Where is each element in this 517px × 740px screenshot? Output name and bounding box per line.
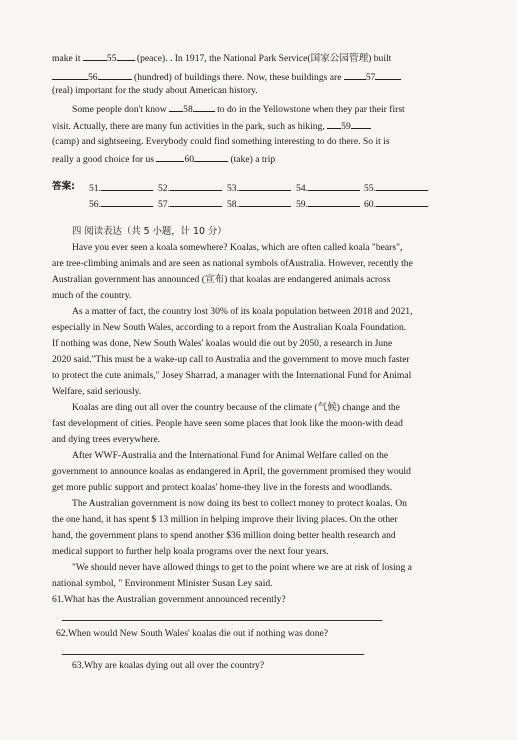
cloze-line-2: [52, 70, 401, 84]
answer-number: 56.: [89, 199, 101, 210]
answer-number: 59.: [296, 199, 308, 210]
answer-blank-51[interactable]: [101, 181, 153, 191]
question-62: 62.When would New South Wales' koalas die out if nothing was done?: [56, 628, 329, 639]
blank-number-56: 56: [88, 72, 98, 83]
answer-blank-52[interactable]: [170, 181, 222, 191]
cloze-text: really a good choice for us: [52, 154, 155, 165]
cloze-line-4: [72, 102, 405, 116]
passage-line: Have you ever seen a koala somewhere? Koalas, which are often called koala "bears",: [72, 242, 403, 253]
blank-number-60: 60: [184, 154, 195, 165]
blank-58-post[interactable]: [193, 102, 215, 112]
blank-59-pre[interactable]: [327, 119, 341, 129]
passage-line: "We should never have allowed things to get to the point where we are at risk of losing a: [72, 562, 412, 573]
answer-number: 55.: [364, 183, 376, 194]
passage-line: to protect the cute animals," Josey Sharrad, a manager with the International Fund for Animal: [52, 370, 412, 381]
blank-59-post[interactable]: [351, 119, 371, 129]
passage-line: The Australian government is now doing its best to collect money to protect koalas. On: [72, 498, 407, 509]
question-63: 63.Why are koalas dying out all over the country?: [72, 660, 265, 671]
passage-line: hand, the government plans to spend another $36 million doing better health research and: [52, 530, 396, 541]
answer-row-1: [52, 181, 75, 193]
cloze-text: Some people don't know: [72, 104, 167, 115]
blank-55-post[interactable]: [117, 51, 135, 61]
blank-57-pre[interactable]: [344, 70, 366, 80]
answer-number: 60.: [364, 199, 376, 210]
blank-number-57: 57: [365, 72, 376, 83]
passage-line: the one hand, it has spent $ 13 million in helping improve their living places. On the other: [52, 514, 398, 525]
answer-number: 53.: [227, 183, 239, 194]
passage-line: government to announce koalas as endangered in April, the government promised they would: [52, 466, 411, 477]
answer-blank-59[interactable]: [308, 197, 360, 207]
passage-line: are tree-climbing animals and are seen as national symbols ofAustralia. However, recently the: [52, 258, 413, 269]
answer-number: 51.: [89, 183, 101, 194]
passage-line: fast development of cities. People have seen some places that look like the moon-with dead: [52, 418, 403, 429]
cloze-line-5: [52, 119, 371, 133]
section-title: 四 阅读表达（共 5 小题，计 10 分）: [72, 226, 227, 237]
blank-58-pre[interactable]: [169, 102, 183, 112]
question-61: 61.What has the Australian government announced recently?: [52, 594, 286, 605]
passage-line: and dying trees everywhere.: [52, 434, 161, 445]
passage-line: medical support to further help koala programs over the next four years.: [52, 546, 329, 557]
answer-blank-60[interactable]: [376, 197, 428, 207]
answer-number: 57.: [158, 199, 170, 210]
blank-number-55: 55: [106, 53, 117, 64]
answer-blank-53[interactable]: [239, 181, 291, 191]
answer-blank-54[interactable]: [308, 181, 360, 191]
answer-number: 54.: [296, 183, 308, 194]
blank-60-post[interactable]: [194, 152, 228, 162]
passage-line: much of the country.: [52, 290, 132, 301]
passage-line: As a matter of fact, the country lost 30% of its koala population between 2018 and 2021,: [72, 306, 413, 317]
answer-blank-58[interactable]: [239, 197, 291, 207]
answer-blank-57[interactable]: [170, 197, 222, 207]
passage-line: get more public support and protect koalas' home-they live in the forests and woodlands.: [52, 482, 393, 493]
cloze-line-6: (camp) and sightseeing. Everybody could find something interesting to do there. So it is: [52, 136, 390, 147]
cloze-text: visit. Actually, there are many fun activities in the park, such as hiking,: [52, 121, 325, 132]
passage-line: If nothing was done, New South Wales' koalas would die out by 2050, a research in June: [52, 338, 393, 349]
passage-line: Australian government has announced (宣布) that koalas are endangered animals across: [52, 274, 391, 285]
answer-blank-56[interactable]: [101, 197, 153, 207]
blank-56-pre[interactable]: [52, 70, 88, 80]
blank-number-58: 58: [183, 104, 193, 115]
answer-label: 答案:: [52, 181, 76, 192]
answer-line-61[interactable]: [62, 620, 382, 621]
blank-56-post[interactable]: [98, 70, 132, 80]
answer-blank-55[interactable]: [376, 181, 428, 191]
cloze-text: to do in the Yellowstone when they par their first: [217, 104, 405, 115]
cloze-text: (hundred) of buildings there. Now, these buildings are: [134, 72, 342, 83]
answer-line-62[interactable]: [62, 654, 364, 655]
passage-line: especially in New South Wales, according to a report from the Australian Koala Foundation.: [52, 322, 407, 333]
cloze-line-3: (real) important for the study about American history.: [52, 85, 258, 96]
cloze-line-1: [52, 51, 391, 65]
cloze-line-7: [52, 152, 275, 166]
cloze-text: make it: [52, 53, 81, 64]
passage-line: national symbol, " Environment Minister Susan Ley said.: [52, 578, 273, 589]
answer-number: 58.: [227, 199, 239, 210]
blank-57-post[interactable]: [375, 70, 401, 80]
passage-line: 2020 said."This must be a wake-up call to Australia and the government to move much faster: [52, 354, 410, 365]
answer-number: 52.: [158, 183, 170, 194]
passage-line: Welfare, said seriously.: [52, 386, 142, 397]
cloze-text: (peace). . In 1917, the National Park Service(国家公园管理) built: [136, 53, 392, 64]
blank-60-pre[interactable]: [156, 152, 184, 162]
blank-number-59: 59: [341, 121, 351, 132]
passage-line: After WWF-Australia and the International Fund for Animal Welfare called on the: [72, 450, 389, 461]
blank-55-pre[interactable]: [83, 51, 107, 61]
cloze-text: (take) a trip: [230, 154, 276, 165]
passage-line: Koalas are ding out all over the country because of the climate (气候) change and the: [72, 402, 400, 413]
